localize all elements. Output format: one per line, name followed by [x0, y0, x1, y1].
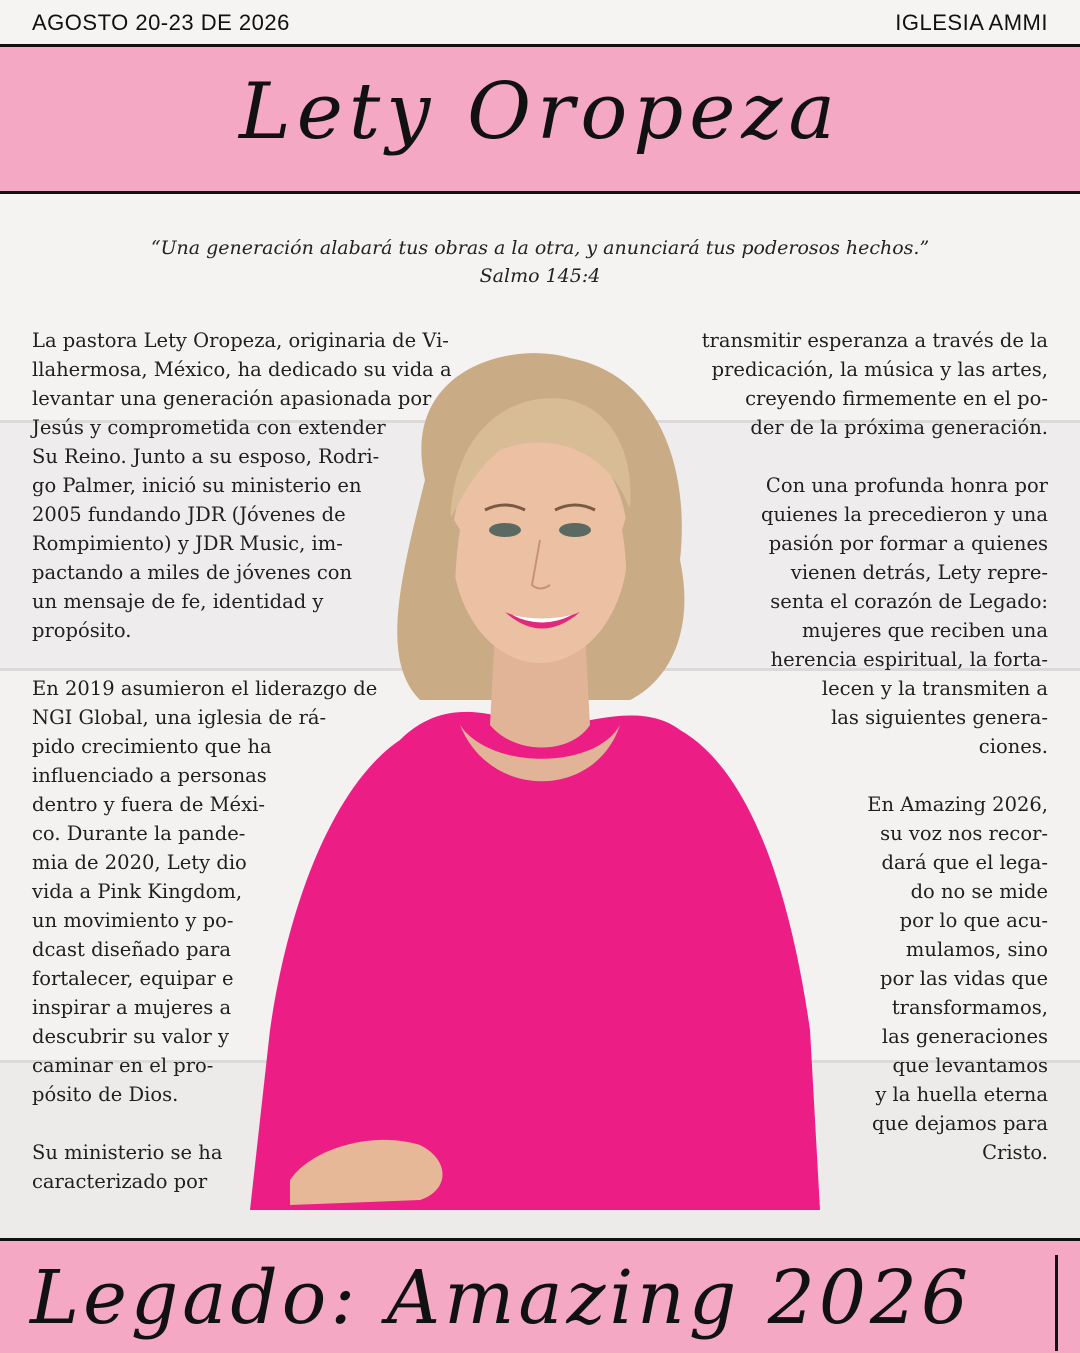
top-bar	[0, 0, 1080, 46]
bible-quote	[0, 234, 1080, 290]
bio-paragraph: En Amazing 2026, su voz nos recor- dará que el lega- do no se mide por lo que acu- mulamos, sino por las vidas que transformamos, las generaciones que levantamos y la huella eterna que dejamos para Cristo.	[867, 793, 1048, 1164]
speaker-name: Lety Oropeza	[238, 67, 842, 157]
left-eye	[489, 523, 521, 537]
footer-divider	[1055, 1255, 1058, 1351]
title-band	[0, 44, 1080, 194]
quote-reference: Salmo 145:4	[479, 265, 601, 287]
right-eye	[559, 523, 591, 537]
church-name: IGLESIA AMMI	[895, 10, 1048, 35]
event-date: AGOSTO 20-23 DE 2026	[32, 10, 290, 35]
event-title: Legado: Amazing 2026	[30, 1255, 973, 1341]
bio-paragraph: La pastora Lety Oropeza, originaria de Vi- llahermosa, México, ha dedicado su vida a levantar una generación apasionada por Jesús y comprometida con extender Su Reino. Junto a su esposo, Rodri- go Palmer, inició su ministerio en 2005 fundando JDR (Jóvenes de Rompimiento) y JDR Music, im- pactando a miles de jóvenes con un mensaje de fe, identidad y propósito.	[32, 329, 452, 642]
quote-text: “Una generación alabará tus obras a la otra, y anunciará tus poderosos hechos.”	[150, 237, 930, 259]
bio-paragraph: Con una profunda honra por quienes la precedieron y una pasión por formar a quienes vienen detrás, Lety repre- senta el corazón de Legado: mujeres que reciben una herencia espiritual, la forta- lecen y la transmiten a las siguientes genera- ciones.	[760, 474, 1048, 758]
right-column	[628, 326, 1048, 1196]
bio-paragraph: transmitir esperanza a través de la predicación, la música y las artes, creyendo firmemente en el po- der de la próxima generación.	[701, 329, 1048, 439]
bio-paragraph: Su ministerio se ha caracterizado por	[32, 1141, 223, 1193]
left-column	[32, 326, 492, 1225]
footer-band	[0, 1238, 1080, 1353]
bio-paragraph: En 2019 asumieron el liderazgo de NGI Global, una iglesia de rá- pido crecimiento que ha influenciado a personas dentro y fuera de Méxi- co. Durante la pande- mia de 2020, Lety dio vida a Pink Kingdom, un movimiento y po- dcast diseñado para fortalecer, equipar e inspirar a mujeres a descubrir su valor y caminar en el pro- pósito de Dios.	[32, 677, 378, 1106]
